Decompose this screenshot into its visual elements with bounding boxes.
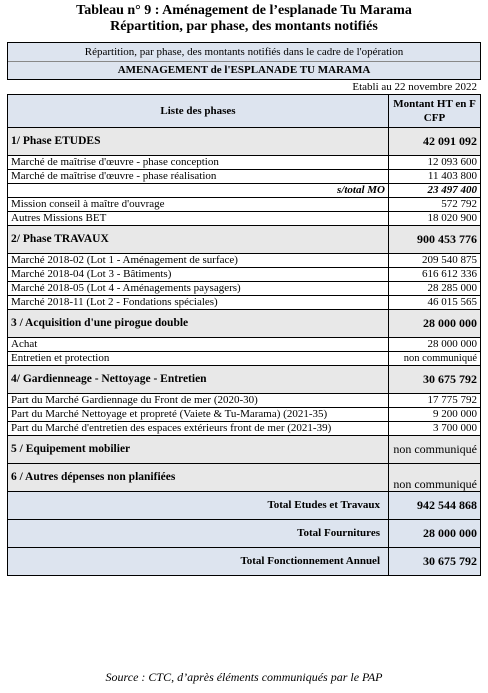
- row-label: Part du Marché Nettoyage et propreté (Vaiete & Tu-Marama) (2021-35): [8, 408, 389, 422]
- total-row: [8, 492, 481, 520]
- row-amount: 30 675 792: [389, 366, 481, 394]
- row-label: Total Fournitures: [8, 520, 389, 548]
- phase-row: [8, 226, 481, 254]
- table-title: [0, 3, 488, 35]
- row-label: 4/ Gardienneage - Nettoyage - Entretien: [8, 366, 389, 394]
- row-amount: 46 015 565: [389, 296, 481, 310]
- source-note: Source : CTC, d’après éléments communiqués par le PAP: [105, 670, 383, 684]
- row-amount: 12 093 600: [389, 156, 481, 170]
- phase-row: [8, 128, 481, 156]
- operation-header-line-2: AMENAGEMENT de l'ESPLANADE TU MARAMA: [117, 64, 371, 76]
- table-row: [8, 212, 481, 226]
- column-header-phases: Liste des phases: [8, 95, 389, 128]
- row-amount: 28 285 000: [389, 282, 481, 296]
- phase-row: [8, 436, 481, 464]
- row-label: 3 / Acquisition d'une pirogue double: [8, 310, 389, 338]
- row-label: s/total MO: [8, 184, 389, 198]
- row-label: Total Etudes et Travaux: [8, 492, 389, 520]
- table-row: [8, 254, 481, 268]
- row-amount: 209 540 875: [389, 254, 481, 268]
- phase-row: [8, 464, 481, 492]
- row-amount: 616 612 336: [389, 268, 481, 282]
- operation-header-line-1: Répartition, par phase, des montants notifiés dans le cadre de l'opération: [8, 43, 480, 62]
- row-amount: non communiqué: [389, 436, 481, 464]
- row-label: Part du Marché Gardiennage du Front de mer (2020-30): [8, 394, 389, 408]
- row-amount: non communiqué: [389, 464, 481, 492]
- row-amount: 900 453 776: [389, 226, 481, 254]
- row-amount: 9 200 000: [389, 408, 481, 422]
- operation-header: [7, 42, 481, 80]
- table-row: [8, 352, 481, 366]
- row-amount: 23 497 400: [389, 184, 481, 198]
- row-amount: 30 675 792: [389, 548, 481, 576]
- row-label: Achat: [8, 338, 389, 352]
- row-amount: 28 000 000: [389, 520, 481, 548]
- table-row: [8, 338, 481, 352]
- table-row: [8, 394, 481, 408]
- subtotal-row: [8, 184, 481, 198]
- table-row: [8, 170, 481, 184]
- phases-table: [7, 94, 481, 576]
- table-row: [8, 296, 481, 310]
- row-amount: 42 091 092: [389, 128, 481, 156]
- table-row: [8, 198, 481, 212]
- row-label: Marché de maîtrise d'œuvre - phase conception: [8, 156, 389, 170]
- row-amount: 11 403 800: [389, 170, 481, 184]
- row-label: 6 / Autres dépenses non planifiées: [8, 464, 389, 492]
- date-note: Etabli au 22 novembre 2022: [352, 81, 477, 93]
- phase-row: [8, 366, 481, 394]
- row-amount: 18 020 900: [389, 212, 481, 226]
- row-amount: 3 700 000: [389, 422, 481, 436]
- column-header-amount: Montant HT en F CFP: [389, 95, 481, 128]
- row-amount: 942 544 868: [389, 492, 481, 520]
- title-line-1: Tableau n° 9 : Aménagement de l’esplanade Tu Marama: [76, 3, 412, 18]
- row-label: 1/ Phase ETUDES: [8, 128, 389, 156]
- row-amount: 28 000 000: [389, 338, 481, 352]
- row-label: Autres Missions BET: [8, 212, 389, 226]
- table-row: [8, 156, 481, 170]
- row-label: Marché de maîtrise d'œuvre - phase réalisation: [8, 170, 389, 184]
- total-row: [8, 548, 481, 576]
- row-label: Marché 2018-11 (Lot 2 - Fondations spéciales): [8, 296, 389, 310]
- row-label: Entretien et protection: [8, 352, 389, 366]
- row-label: 5 / Equipement mobilier: [8, 436, 389, 464]
- row-amount: 572 792: [389, 198, 481, 212]
- phase-row: [8, 310, 481, 338]
- row-amount: 17 775 792: [389, 394, 481, 408]
- row-label: Marché 2018-04 (Lot 3 - Bâtiments): [8, 268, 389, 282]
- row-label: Marché 2018-02 (Lot 1 - Aménagement de surface): [8, 254, 389, 268]
- title-line-2: Répartition, par phase, des montants notifiés: [110, 19, 378, 34]
- row-amount: non communiqué: [389, 352, 481, 366]
- table-row: [8, 282, 481, 296]
- row-label: Mission conseil à maître d'ouvrage: [8, 198, 389, 212]
- table-container: [7, 42, 481, 576]
- row-label: 2/ Phase TRAVAUX: [8, 226, 389, 254]
- table-row: [8, 408, 481, 422]
- table-row: [8, 268, 481, 282]
- row-label: Total Fonctionnement Annuel: [8, 548, 389, 576]
- column-header-row: [8, 95, 481, 128]
- row-amount: 28 000 000: [389, 310, 481, 338]
- table-row: [8, 422, 481, 436]
- row-label: Part du Marché d'entretien des espaces extérieurs front de mer (2021-39): [8, 422, 389, 436]
- total-row: [8, 520, 481, 548]
- row-label: Marché 2018-05 (Lot 4 - Aménagements paysagers): [8, 282, 389, 296]
